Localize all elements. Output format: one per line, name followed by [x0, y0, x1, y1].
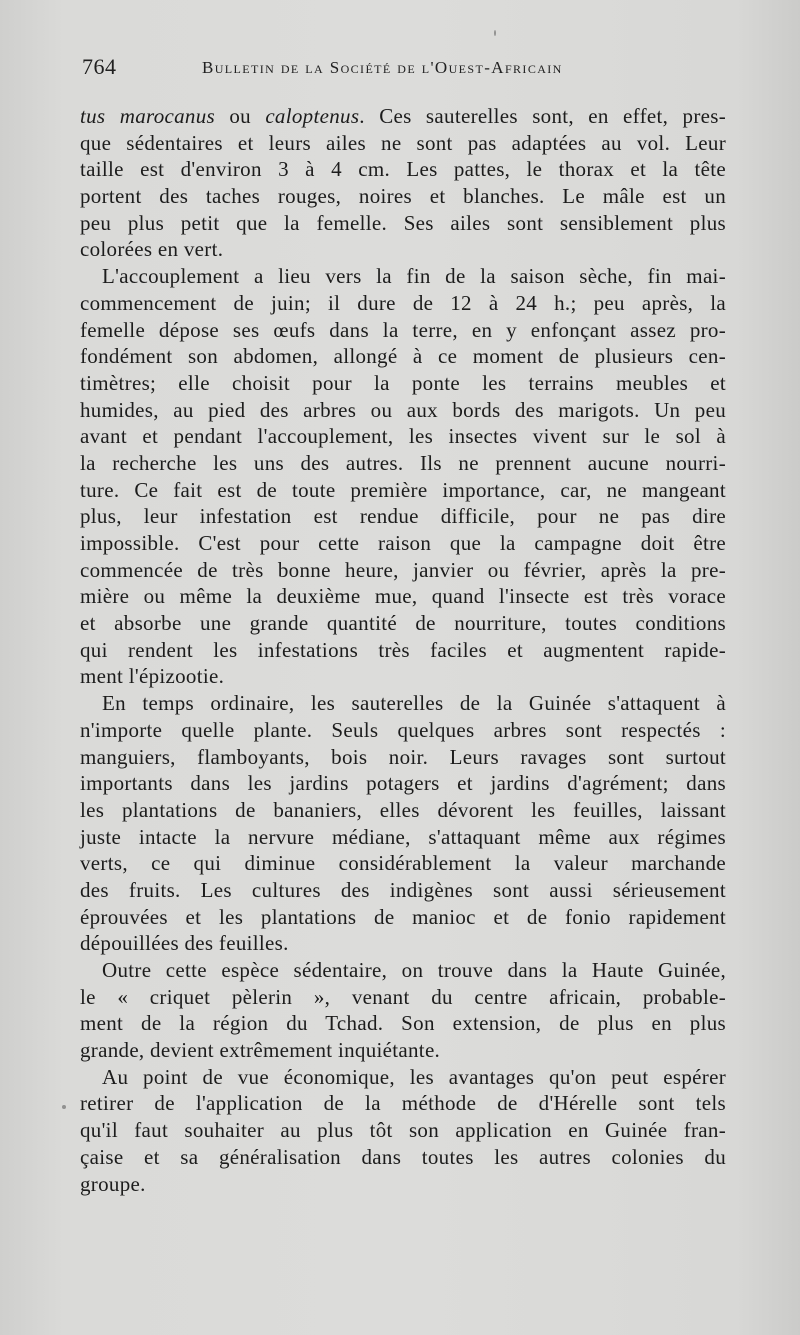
text-line: n'importe quelle plante. Seuls quelques arbres sont respectés :	[80, 717, 726, 742]
text-line: fondément son abdomen, allongé à ce moment de plusieurs cen-	[80, 344, 726, 369]
text-line: qui rendent les infestations très faciles et augmentent rapide-	[80, 637, 726, 662]
text-line: femelle dépose ses œufs dans la terre, en y enfonçant assez pro-	[80, 317, 726, 342]
text-line: juste intacte la nervure médiane, s'attaquant même aux régimes	[80, 824, 726, 849]
text-line: que sédentaires et leurs ailes ne sont pas adaptées au vol. Leur	[80, 130, 726, 155]
text-line: les plantations de bananiers, elles dévorent les feuilles, laissant	[80, 797, 726, 822]
text-line: grande, devient extrêmement inquiétante.	[80, 1038, 441, 1063]
text-line: et absorbe une grande quantité de nourriture, toutes conditions	[80, 611, 726, 636]
text-line: impossible. C'est pour cette raison que la campagne doit être	[80, 531, 726, 555]
text-line: le « criquet pèlerin », venant du centre africain, probable-	[80, 984, 726, 1009]
text-line: humides, au pied des arbres ou aux bords des marigots. Un peu	[80, 397, 726, 422]
text-line: verts, ce qui diminue considérablement la valeur marchande	[80, 851, 726, 876]
text-line: Au point de vue économique, les avantages qu'on peut espérer	[102, 1064, 726, 1089]
paper-speck	[494, 30, 496, 36]
text-line: peu plus petit que la femelle. Ses ailes sont sensiblement plus	[80, 210, 726, 235]
text-line: En temps ordinaire, les sauterelles de la Guinée s'attaquent à	[102, 691, 726, 716]
text-line: commencée de très bonne heure, janvier ou février, après la pre-	[80, 557, 726, 582]
text-line: importants dans les jardins potagers et jardins d'agrément; dans	[80, 771, 726, 796]
paper-speck	[62, 1105, 66, 1109]
text-line: manguiers, flamboyants, bois noir. Leurs ravages sont surtout	[80, 744, 726, 769]
text-line: dépouillées des feuilles.	[80, 931, 289, 956]
running-title: Bulletin de la Société de l'Ouest-Africain	[202, 58, 563, 77]
text-line: Outre cette espèce sédentaire, on trouve dans la Haute Guinée,	[102, 958, 726, 982]
page-header	[82, 54, 722, 90]
text-line: éprouvées et les plantations de manioc et de fonio rapidement	[80, 904, 726, 929]
text-line: la recherche les uns des autres. Ils ne prennent aucune nourri-	[80, 450, 726, 475]
text-line: tus marocanus ou caloptenus. Ces sauterelles sont, en effet, pres-	[80, 104, 727, 128]
text-line: colorées en vert.	[80, 237, 224, 262]
body-text	[80, 103, 726, 1197]
text-line: plus, leur infestation est rendue difficile, pour ne pas dire	[80, 504, 726, 529]
page-number: 764	[82, 54, 117, 79]
text-line: ment l'épizootie.	[80, 664, 225, 689]
text-line: avant et pendant l'accouplement, les insectes vivent sur le sol à	[80, 424, 726, 449]
text-line: groupe.	[80, 1171, 146, 1196]
text-line: çaise et sa généralisation dans toutes les autres colonies du	[80, 1144, 726, 1169]
text-line: ment de la région du Tchad. Son extension, de plus en plus	[80, 1011, 726, 1036]
text-line: timètres; elle choisit pour la ponte les terrains meubles et	[80, 370, 726, 395]
text-line: commencement de juin; il dure de 12 à 24 h.; peu après, la	[80, 290, 726, 315]
text-line: retirer de l'application de la méthode de d'Hérelle sont tels	[80, 1091, 726, 1116]
text-line: taille est d'environ 3 à 4 cm. Les pattes, le thorax et la tête	[80, 157, 726, 182]
text-line: mière ou même la deuxième mue, quand l'insecte est très vorace	[80, 584, 726, 609]
text-line: qu'il faut souhaiter au plus tôt son application en Guinée fran-	[80, 1118, 726, 1143]
text-line: portent des taches rouges, noires et blanches. Le mâle est un	[80, 184, 726, 209]
text-line: L'accouplement a lieu vers la fin de la saison sèche, fin mai-	[102, 264, 726, 289]
text-line: ture. Ce fait est de toute première importance, car, ne mangeant	[80, 477, 726, 502]
text-line: des fruits. Les cultures des indigènes sont aussi sérieusement	[80, 877, 726, 902]
